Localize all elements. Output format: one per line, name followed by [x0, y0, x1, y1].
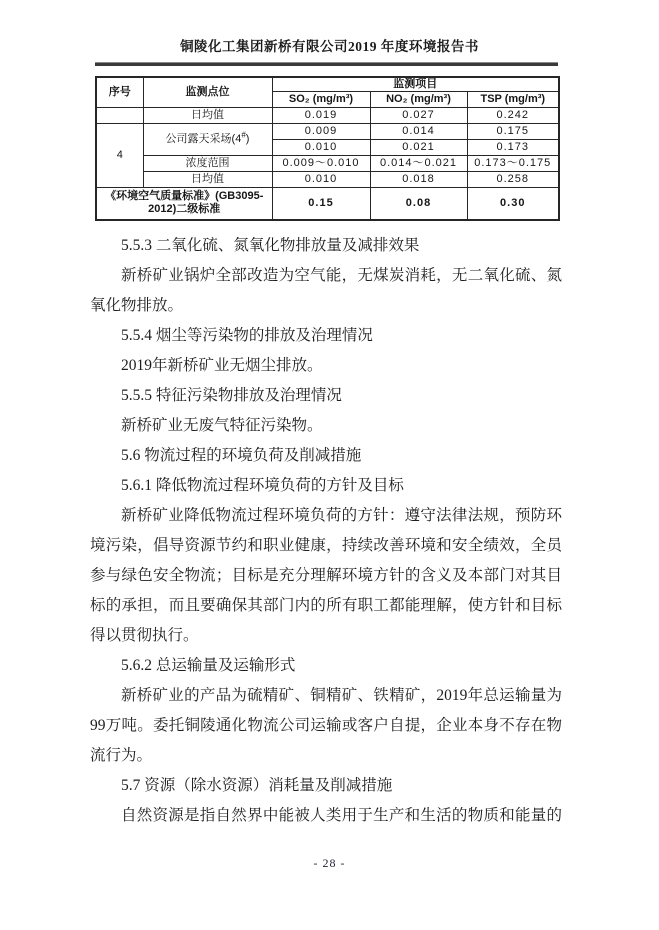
site-label-suffix: )	[245, 133, 250, 145]
col-header-seq: 序号	[96, 77, 143, 108]
document-title: 铜陵化工集团新桥有限公司2019 年度环境报告书	[180, 39, 479, 54]
paragraph-line: 新桥矿业锅炉全部改造为空气能，无煤炭消耗，无二氧化硫、氮	[121, 267, 562, 284]
paragraph-line: 标的承担，而且要确保其部门内的所有职工都能理解，使方针和目标	[90, 597, 562, 614]
air-monitoring-table	[95, 76, 560, 221]
superscript-hash: #	[241, 130, 246, 140]
paragraph-line: 自然资源是指自然界中能被人类用于生产和生活的物质和能量的	[121, 807, 562, 824]
site-cell: 日均值	[143, 108, 272, 124]
value-cell: 0.021	[370, 140, 467, 156]
standard-no2: 0.08	[370, 188, 467, 220]
col-header-tsp: TSP (mg/m³)	[467, 92, 559, 108]
paragraph-line: 参与绿色安全物流；目标是充分理解环境方针的含义及本部门对其目	[90, 567, 562, 584]
value-cell: 0.019	[272, 108, 370, 124]
col-header-no2: NO₂ (mg/m³)	[370, 92, 467, 108]
standard-label: 《环境空气质量标准》(GB3095-2012)二级标准	[96, 188, 272, 220]
paragraph-line: 新桥矿业降低物流过程环境负荷的方针：遵守法律法规，预防环	[121, 507, 562, 524]
value-cell: 0.173～0.175	[467, 156, 559, 172]
paragraph-line: 新桥矿业的产品为硫精矿、铜精矿、铁精矿，2019年总运输量为	[121, 687, 562, 704]
value-cell: 0.027	[370, 108, 467, 124]
col-header-so2: SO₂ (mg/m³)	[272, 92, 370, 108]
paragraph-line: 新桥矿业无废气特征污染物。	[121, 417, 323, 434]
section-heading: 5.5.4 烟尘等污染物的排放及治理情况	[121, 327, 373, 344]
section-heading: 5.6.1 降低物流过程环境负荷的方针及目标	[121, 477, 404, 494]
col-header-items: 监测项目	[272, 77, 559, 92]
table-row	[96, 108, 559, 124]
site-cell: 日均值	[143, 172, 272, 188]
standard-so2: 0.15	[272, 188, 370, 220]
table-row	[96, 172, 559, 188]
standard-tsp: 0.30	[467, 188, 559, 220]
section-heading: 5.6.2 总运输量及运输形式	[121, 657, 296, 674]
value-cell: 0.014～0.021	[370, 156, 467, 172]
value-cell: 0.175	[467, 124, 559, 140]
seq-cell-empty	[96, 108, 143, 124]
table-row-standard	[96, 188, 559, 220]
value-cell: 0.010	[272, 172, 370, 188]
page-footer	[0, 856, 659, 871]
body-text	[90, 231, 562, 831]
value-cell: 0.009～0.010	[272, 156, 370, 172]
value-cell: 0.009	[272, 124, 370, 140]
col-header-site: 监测点位	[143, 77, 272, 108]
value-cell: 0.010	[272, 140, 370, 156]
paragraph-line: 境污染，倡导资源节约和职业健康，持续改善环境和安全绩效，全员	[90, 537, 562, 554]
paragraph-line: 流行为。	[90, 747, 153, 764]
value-cell: 0.018	[370, 172, 467, 188]
table-row	[96, 156, 559, 172]
value-cell: 0.173	[467, 140, 559, 156]
site-cell-openpit	[143, 124, 272, 156]
header-rule	[95, 62, 558, 66]
site-label: 公司露天采场(4	[165, 133, 242, 145]
section-heading: 5.6 物流过程的环境负荷及削减措施	[121, 447, 362, 464]
table-row	[96, 124, 559, 140]
value-cell: 0.014	[370, 124, 467, 140]
seq-cell-4: 4	[96, 124, 143, 188]
paragraph-line: 得以贯彻执行。	[90, 627, 199, 644]
value-cell: 0.242	[467, 108, 559, 124]
section-heading: 5.5.3 二氧化硫、氮氧化物排放量及减排效果	[121, 237, 420, 254]
value-cell: 0.258	[467, 172, 559, 188]
section-heading: 5.5.5 特征污染物排放及治理情况	[121, 387, 342, 404]
paragraph-line: 99万吨。委托铜陵通化物流公司运输或客户自提，企业本身不存在物	[90, 717, 562, 734]
site-cell: 浓度范围	[143, 156, 272, 172]
page-number: - 28 -	[313, 856, 346, 870]
paragraph-line: 氧化物排放。	[90, 297, 184, 314]
paragraph-line: 2019年新桥矿业无烟尘排放。	[121, 357, 323, 374]
section-heading: 5.7 资源（除水资源）消耗量及削减措施	[121, 777, 393, 794]
